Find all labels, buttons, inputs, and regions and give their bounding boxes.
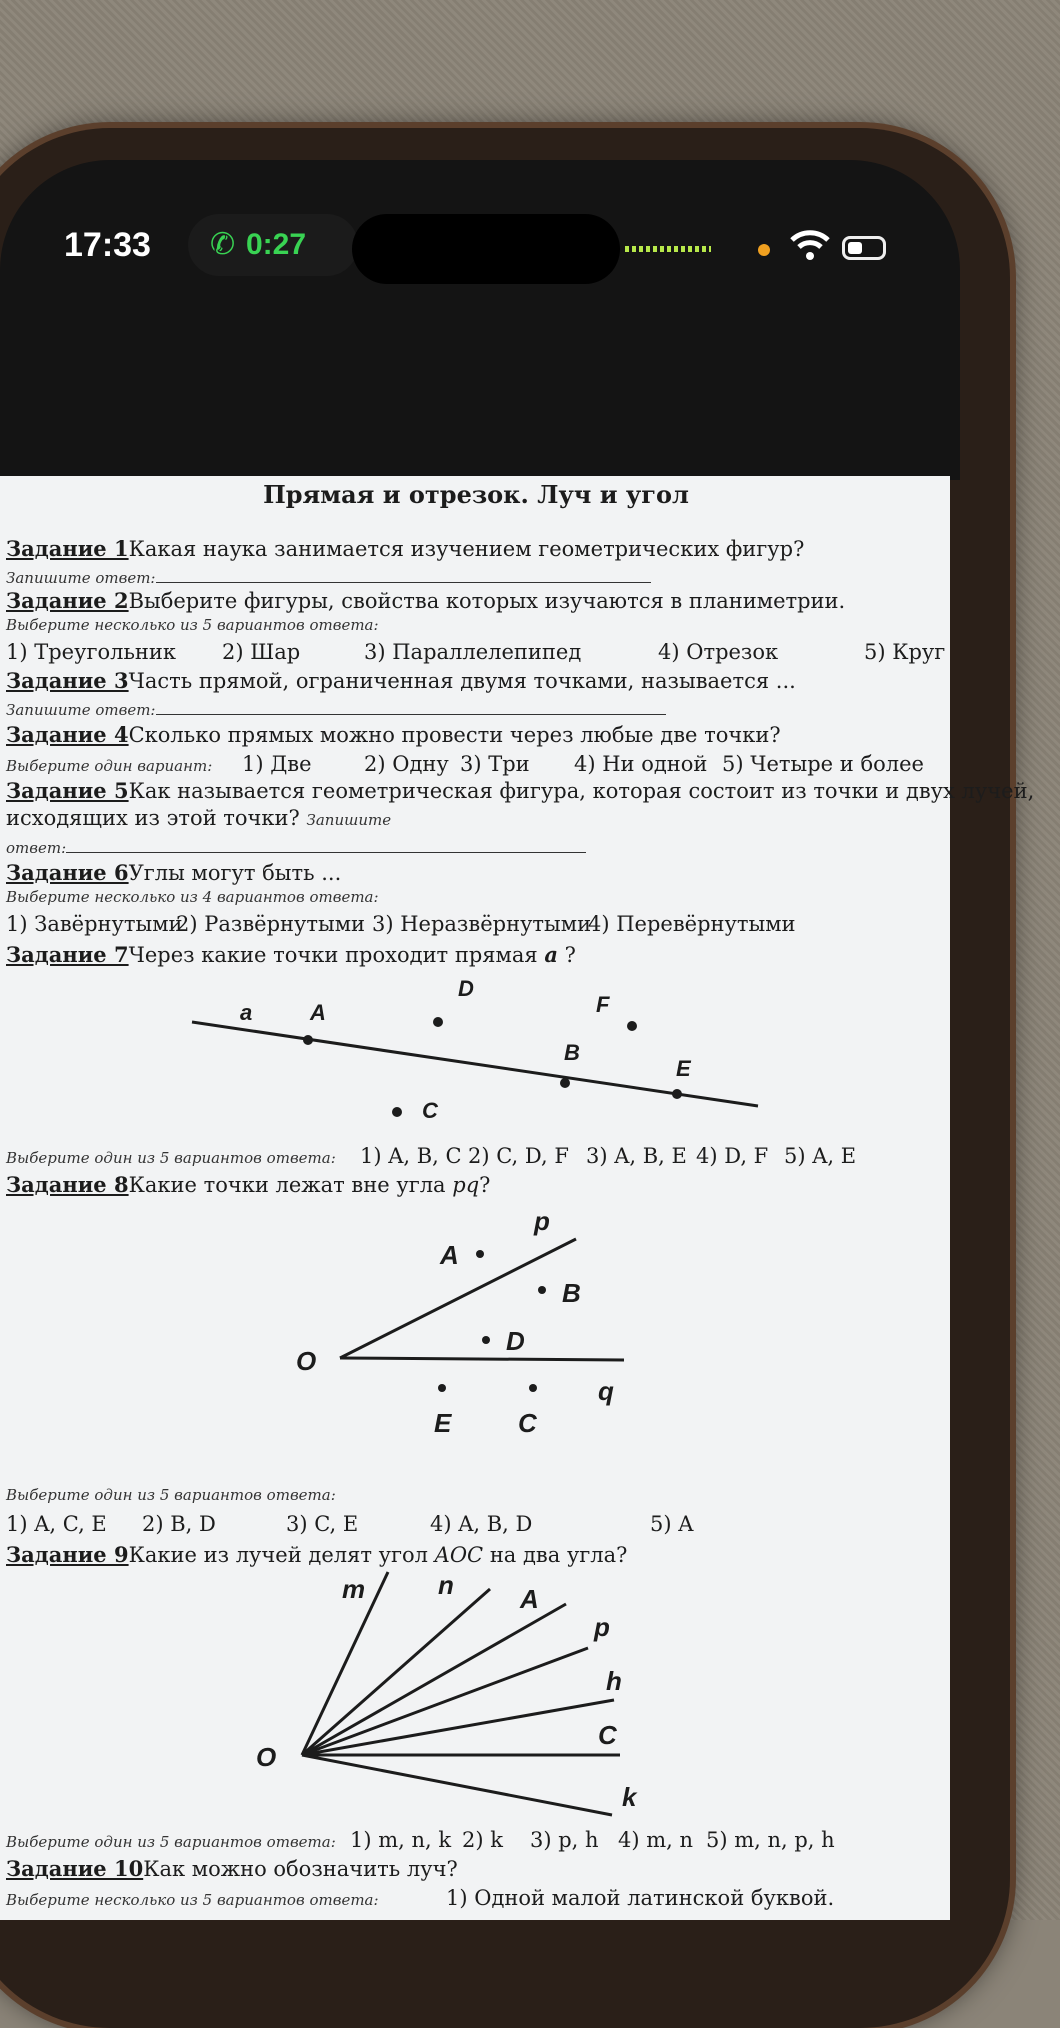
fig9-label-m: m	[342, 1574, 366, 1604]
task-9-options: Выберите один из 5 вариантов ответа:	[6, 1833, 336, 1851]
task-6-hint: Выберите несколько из 4 вариантов ответа:	[6, 888, 379, 906]
task-10-options: Выберите несколько из 5 вариантов ответа:	[6, 1891, 379, 1909]
fig8-label-C: C	[518, 1408, 537, 1438]
dynamic-island	[352, 214, 620, 284]
mic-indicator-icon	[758, 244, 770, 256]
task-2-option[interactable]: 3) Параллелепипед	[364, 640, 582, 664]
task-2-option[interactable]: 2) Шар	[222, 640, 301, 664]
fig7-label-a: a	[240, 1000, 253, 1025]
task-9-option[interactable]: 1) m, n, k	[350, 1828, 452, 1852]
wifi-icon	[790, 228, 830, 262]
task-9-option[interactable]: 5) m, n, p, h	[706, 1828, 835, 1852]
task-8-option[interactable]: 1) A, C, E	[6, 1512, 107, 1536]
task-4-option[interactable]: 2) Одну	[364, 752, 449, 776]
task-7-option[interactable]: 4) D, F	[696, 1144, 769, 1168]
task-6-option[interactable]: 4) Перевёрнутыми	[588, 912, 796, 936]
task-8-option[interactable]: 2) B, D	[142, 1512, 216, 1536]
screen-top	[0, 160, 960, 480]
document-page	[0, 476, 1035, 1920]
fig9-label-k: k	[622, 1782, 637, 1812]
task-8-hint: Выберите один из 5 вариантов ответа:	[6, 1486, 336, 1504]
fig7-label-A: A	[310, 1000, 326, 1025]
fig7-label-D: D	[458, 976, 474, 1001]
fig7-label-C: C	[422, 1098, 438, 1123]
fig9-label-n: n	[438, 1570, 454, 1600]
task-2: Задание 2Выберите фигуры, свойства которых изучаются в планиметрии.	[6, 588, 846, 613]
task-4-option[interactable]: 3) Три	[460, 752, 530, 776]
fig7-label-F: F	[596, 992, 610, 1017]
fig8-label-O: O	[296, 1346, 317, 1376]
fig9-label-A: A	[520, 1584, 539, 1614]
battery-icon	[842, 236, 886, 260]
fig9-label-C: C	[598, 1720, 617, 1750]
task-9-figure	[6, 1568, 946, 1812]
call-timer: 0:27	[246, 228, 307, 261]
fig8-label-q: q	[598, 1376, 614, 1406]
task-9: Задание 9Какие из лучей делят угол AOC на два угла?	[6, 1542, 628, 1567]
task-6-option[interactable]: 1) Завёрнутыми	[6, 912, 183, 936]
task-7: Задание 7Через какие точки проходит прямая a ?	[6, 942, 576, 967]
task-7-option[interactable]: 2) C, D, F	[468, 1144, 569, 1168]
fig7-label-B: B	[564, 1040, 580, 1065]
task-6-option[interactable]: 2) Развёрнутыми	[176, 912, 366, 936]
task-3-answer[interactable]: Запишите ответ:	[6, 696, 666, 720]
task-9-option[interactable]: 3) p, h	[530, 1828, 599, 1852]
fig8-label-B: B	[562, 1278, 581, 1308]
task-8-option[interactable]: 4) A, B, D	[430, 1512, 533, 1536]
task-8-figure	[6, 1196, 946, 1438]
task-4-options: Выберите один вариант:	[6, 757, 213, 775]
fig9-label-p: p	[594, 1612, 610, 1642]
task-2-hint: Выберите несколько из 5 вариантов ответа:	[6, 616, 379, 634]
task-4-option[interactable]: 4) Ни одной	[574, 752, 708, 776]
task-1-answer[interactable]: Запишите ответ:	[6, 564, 651, 588]
phone-icon: ✆	[210, 227, 236, 262]
task-4-option[interactable]: 1) Две	[242, 752, 312, 776]
fig7-label-E: E	[676, 1056, 691, 1081]
status-bar	[0, 210, 960, 290]
task-5-cont: исходящих из этой точки? Запишите	[6, 806, 392, 830]
doc-title: Прямая и отрезок. Луч и угол	[263, 480, 689, 509]
task-6: Задание 6Углы могут быть ...	[6, 860, 342, 885]
task-4: Задание 4Сколько прямых можно провести через любые две точки?	[6, 722, 781, 747]
task-9-option[interactable]: 4) m, n	[618, 1828, 694, 1852]
task-7-option[interactable]: 1) A, B, C	[360, 1144, 462, 1168]
task-4-option[interactable]: 5) Четыре и более	[722, 752, 924, 776]
status-time: 17:33	[64, 226, 151, 264]
task-5: Задание 5Как называется геометрическая фигура, которая состоит из точки и двух лучей,	[6, 778, 1035, 803]
call-pill[interactable]	[188, 214, 358, 276]
task-7-option[interactable]: 5) A, E	[784, 1144, 857, 1168]
task-8: Задание 8Какие точки лежат вне угла pq?	[6, 1172, 491, 1197]
fig8-label-E: E	[434, 1408, 452, 1438]
task-8-option[interactable]: 5) A	[650, 1512, 694, 1536]
audio-waveform-icon	[625, 246, 711, 252]
task-7-figure	[6, 966, 946, 1123]
task-7-option[interactable]: 3) A, B, E	[586, 1144, 687, 1168]
task-3: Задание 3Часть прямой, ограниченная двумя точками, называется ...	[6, 668, 796, 693]
fig9-label-h: h	[606, 1666, 622, 1696]
fig8-label-D: D	[506, 1326, 525, 1356]
task-8-option[interactable]: 3) C, E	[286, 1512, 359, 1536]
task-1: Задание 1Какая наука занимается изучением геометрических фигур?	[6, 536, 805, 561]
fig9-label-O: O	[256, 1742, 277, 1772]
fig8-label-A: A	[440, 1240, 459, 1270]
task-2-option[interactable]: 5) Круг	[864, 640, 946, 664]
task-2-option[interactable]: 4) Отрезок	[658, 640, 779, 664]
task-9-option[interactable]: 2) k	[462, 1828, 503, 1852]
task-10: Задание 10Как можно обозначить луч?	[6, 1856, 458, 1881]
task-2-option[interactable]: 1) Треугольник	[6, 640, 176, 664]
task-10-option[interactable]: 1) Одной малой латинской буквой.	[446, 1886, 835, 1910]
task-5-answer[interactable]: ответ:	[6, 834, 586, 858]
task-6-option[interactable]: 3) Неразвёрнутыми	[372, 912, 592, 936]
task-7-options: Выберите один из 5 вариантов ответа:	[6, 1149, 336, 1167]
fig8-label-p: p	[534, 1206, 550, 1236]
